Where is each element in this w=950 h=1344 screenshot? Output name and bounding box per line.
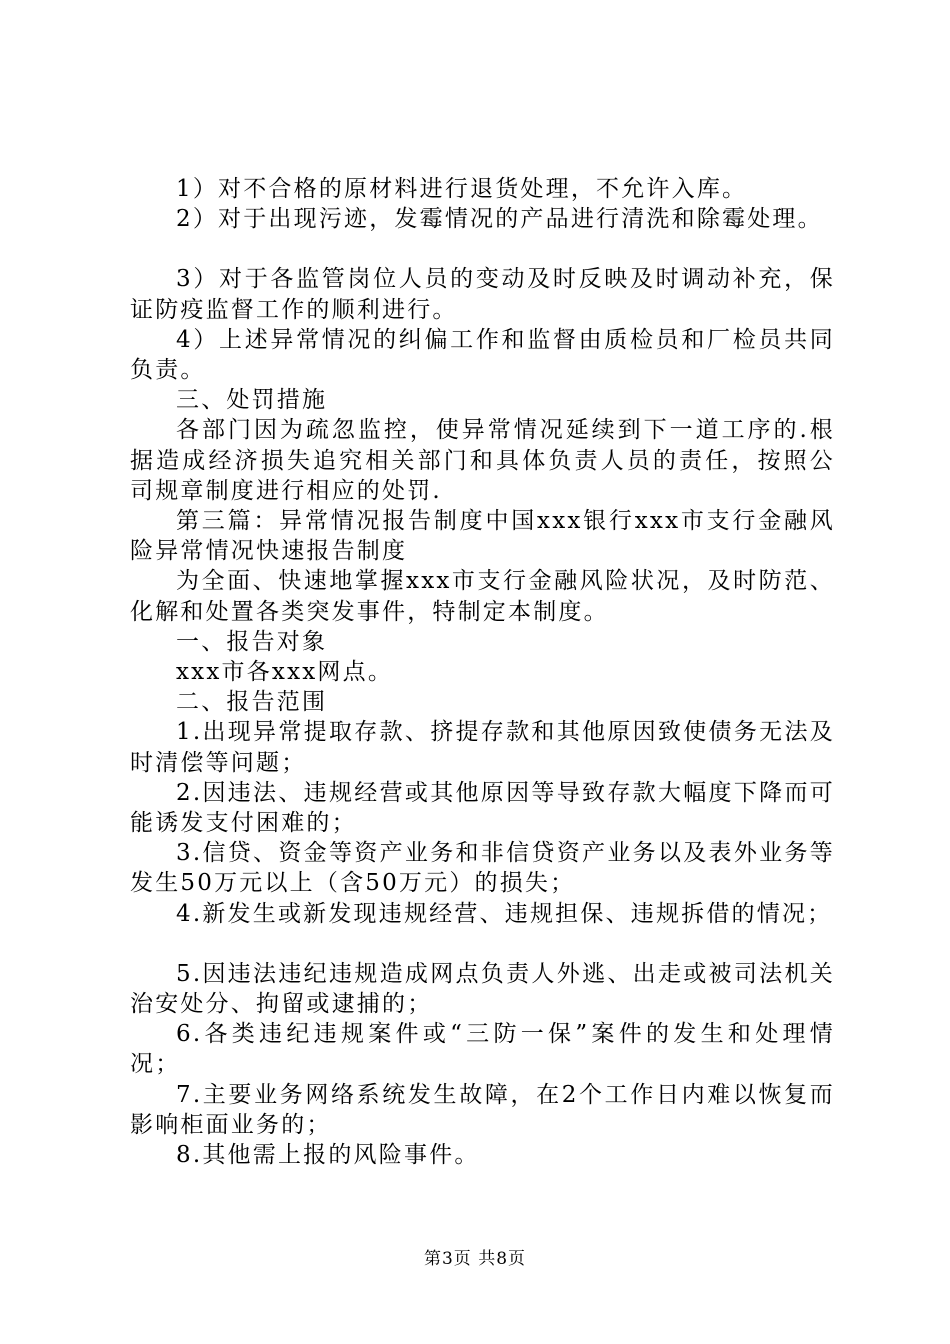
chapter-title: 第三篇：异常情况报告制度中国xxx银行xxx市支行金融风险异常情况快速报告制度 — [130, 508, 835, 565]
scope-item-2: 2.因违法、违规经营或其他原因等导致存款大幅度下降而可能诱发支付困难的； — [130, 779, 835, 837]
scope-item-8: 8.其他需上报的风险事件。 — [176, 1142, 480, 1169]
scope-item-6: 6.各类违纪违规案件或“三防一保”案件的发生和处理情况； — [130, 1021, 835, 1078]
paragraph-penalties: 各部门因为疏忽监控，使异常情况延续到下一道工序的.根据造成经济损失追究相关部门和具体负责人员的责任，按照公司规章制度进行相应的处罚. — [130, 417, 835, 504]
section-heading-penalties: 三、处罚措施 — [176, 387, 328, 414]
scope-item-1: 1.出现异常提取存款、挤提存款和其他原因致使债务无法及时清偿等问题； — [130, 719, 835, 776]
section-heading-report-scope: 二、报告范围 — [176, 689, 328, 716]
paragraph-item-2: 2）对于出现污迹，发霉情况的产品进行清洗和除霉处理。 — [176, 206, 823, 233]
paragraph-intro: 为全面、快速地掌握xxx市支行金融风险状况，及时防范、化解和处置各类突发事件，特制定本制度。 — [130, 568, 835, 625]
paragraph-item-1: 1）对不合格的原材料进行退货处理，不允许入库。 — [176, 176, 748, 202]
document-body — [130, 174, 835, 1170]
paragraph-report-target: xxx市各xxx网点。 — [176, 659, 394, 686]
paragraph-item-4: 4）上述异常情况的纠偏工作和监督由质检员和厂检员共同负责。 — [130, 326, 835, 384]
section-heading-report-target: 一、报告对象 — [176, 628, 328, 655]
scope-item-3: 3.信贷、资金等资产业务和非信贷资产业务以及表外业务等发生50万元以上（含50万元）的损失； — [130, 840, 835, 897]
page-number-footer: 第3页 共8页 — [423, 1249, 527, 1269]
scope-item-4: 4.新发生或新发现违规经营、违规担保、违规拆借的情况； — [176, 900, 833, 927]
scope-item-7: 7.主要业务网络系统发生故障，在2个工作日内难以恢复而影响柜面业务的； — [130, 1081, 835, 1138]
scope-item-5: 5.因违法违纪违规造成网点负责人外逃、出走或被司法机关治安处分、拘留或逮捕的； — [130, 960, 835, 1018]
paragraph-item-3: 3）对于各监管岗位人员的变动及时反映及时调动补充，保证防疫监督工作的顺利进行。 — [130, 266, 835, 323]
